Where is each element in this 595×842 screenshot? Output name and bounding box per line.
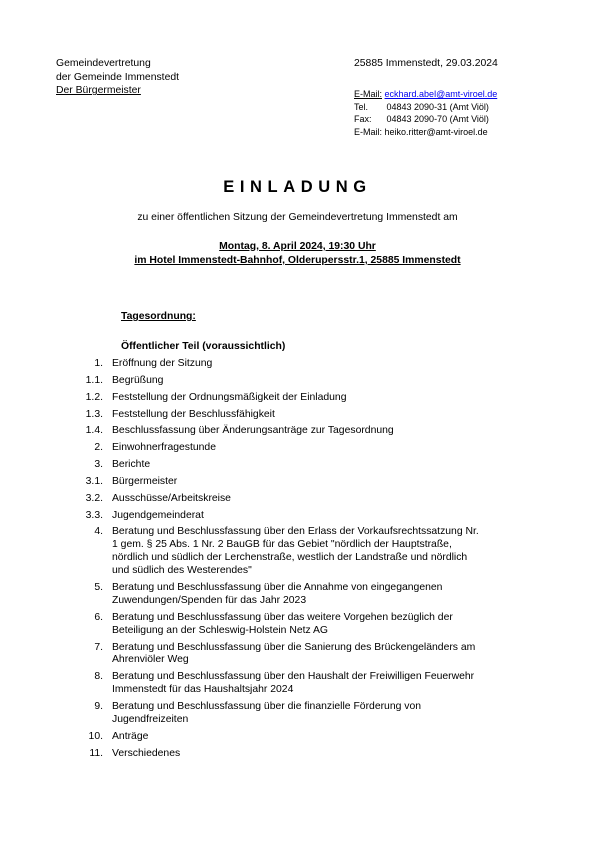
agenda-item-number: 1.1.: [85, 374, 103, 386]
agenda-item-number: 5.: [94, 582, 103, 593]
fax-value: 04843 2090-70 (Amt Viöl): [386, 114, 489, 125]
agenda-item: [56, 409, 486, 422]
tel-value: 04843 2090-31 (Amt Viöl): [386, 101, 489, 112]
agenda-item: [56, 392, 486, 405]
agenda-item: [56, 442, 486, 455]
contact-email-row: [354, 88, 497, 101]
agenda-item: [56, 476, 486, 489]
agenda-item-number: 1.4.: [85, 425, 103, 437]
agenda-item-text: Einwohnerfragestunde: [112, 442, 216, 454]
meeting-details: [0, 240, 595, 267]
sender-line-3: Der Bürgermeister: [56, 85, 141, 97]
agenda-item-text: Beratung und Beschlussfassung über die Annahme von eingegangenen Zuwendungen/Spenden für das Jahr 2023: [112, 582, 443, 606]
contact-email2-row: E-Mail: heiko.ritter@amt-viroel.de: [354, 126, 488, 137]
sender-line-1: Gemeindevertretung: [56, 58, 151, 69]
agenda-item: [56, 582, 486, 608]
agenda-item: [56, 493, 486, 506]
agenda-item-text: Feststellung der Beschlussfähigkeit: [112, 408, 275, 420]
invitation-subtitle: zu einer öffentlichen Sitzung der Gemeindevertretung Immenstedt am: [137, 212, 458, 223]
agenda-item: [56, 358, 486, 371]
agenda-item-text: Beratung und Beschlussfassung über die finanzielle Förderung von Jugendfreizeiten: [112, 701, 422, 725]
agenda-item-text: Jugendgemeinderat: [112, 509, 204, 521]
agenda-item-number: 1.: [94, 358, 103, 369]
agenda-item-text: Verschiedenes: [112, 747, 181, 759]
contact-block: [354, 88, 497, 138]
agenda-item-number: 7.: [94, 641, 103, 653]
agenda-item: [56, 425, 486, 438]
agenda-item: [56, 748, 486, 761]
agenda-item-number: 3.1.: [85, 475, 103, 487]
agenda-item-text: Ausschüsse/Arbeitskreise: [112, 492, 231, 504]
agenda-item: [56, 612, 486, 638]
agenda-item-number: 11.: [89, 747, 103, 759]
email-label: E-Mail:: [354, 89, 383, 99]
agenda-item-text: Beratung und Beschlussfassung über den Erlass der Vorkaufsrechtssatzung Nr. 1 gem. § 25 Abs. 1 Nr. 2 BauGB für das Gebiet "nördlich der Hauptstraße, nördlich und südlich der Lerchenstraße, westlich der Landstraße und nördlich und südlich des Westerendes": [112, 526, 479, 577]
agenda-item-text: Anträge: [112, 730, 149, 742]
agenda-item-number: 3.2.: [85, 492, 103, 504]
sender-block: [56, 57, 179, 98]
agenda-item-number: 9.: [94, 701, 103, 712]
agenda-item-number: 1.2.: [85, 391, 103, 403]
agenda-heading: Tagesordnung:: [121, 311, 196, 322]
agenda-item: [56, 642, 486, 668]
agenda-item-text: Beratung und Beschlussfassung über den Haushalt der Freiwilligen Feuerwehr Immenstedt für das Haushaltsjahr 2024: [112, 671, 475, 696]
agenda-item-number: 4.: [94, 526, 103, 538]
agenda-item-text: Beratung und Beschlussfassung über das weitere Vorgehen bezüglich der Beteiligung an der Schleswig-Holstein Netz AG: [112, 611, 453, 636]
agenda-item: [56, 459, 486, 472]
agenda-item: [56, 671, 486, 697]
tel-label: Tel.: [354, 101, 369, 112]
agenda-item-number: 8.: [94, 671, 103, 683]
agenda-item: [56, 510, 486, 523]
fax-label: Fax:: [354, 114, 372, 125]
email-link[interactable]: eckhard.abel@amt-viroel.de: [384, 89, 498, 99]
agenda-item-number: 6.: [94, 611, 103, 623]
sender-line-2: der Gemeinde Immenstedt: [56, 71, 180, 83]
contact-fax-row: [354, 113, 497, 126]
agenda-list: [56, 358, 486, 764]
agenda-item-number: 3.: [94, 459, 103, 471]
agenda-item-text: Feststellung der Ordnungsmäßigkeit der Einladung: [112, 391, 347, 403]
agenda-item-text: Begrüßung: [112, 374, 164, 386]
meeting-date: Montag, 8. April 2024, 19:30 Uhr: [219, 241, 376, 252]
meeting-location: im Hotel Immenstedt-Bahnhof, Olderupersstr.1, 25885 Immenstedt: [134, 254, 461, 266]
agenda-item: [56, 731, 486, 744]
agenda-item-text: Eröffnung der Sitzung: [112, 358, 213, 369]
agenda-item: [56, 701, 486, 727]
document-title: EINLADUNG: [223, 178, 372, 196]
agenda-item-text: Berichte: [112, 459, 151, 471]
public-part-heading: Öffentlicher Teil (voraussichtlich): [121, 341, 286, 352]
agenda-item-text: Beschlussfassung über Änderungsanträge zur Tagesordnung: [112, 425, 394, 437]
agenda-item-text: Beratung und Beschlussfassung über die Sanierung des Brückengeländers am Ahrenviöler Weg: [112, 641, 476, 666]
agenda-item-number: 3.3.: [85, 509, 103, 521]
place-date: 25885 Immenstedt, 29.03.2024: [354, 58, 498, 69]
agenda-item: [56, 526, 486, 578]
agenda-item: [56, 375, 486, 388]
agenda-item-number: 2.: [94, 442, 103, 454]
agenda-item-number: 10.: [88, 730, 103, 742]
contact-tel-row: [354, 101, 497, 114]
agenda-item-number: 1.3.: [85, 408, 103, 420]
agenda-item-text: Bürgermeister: [112, 475, 178, 487]
